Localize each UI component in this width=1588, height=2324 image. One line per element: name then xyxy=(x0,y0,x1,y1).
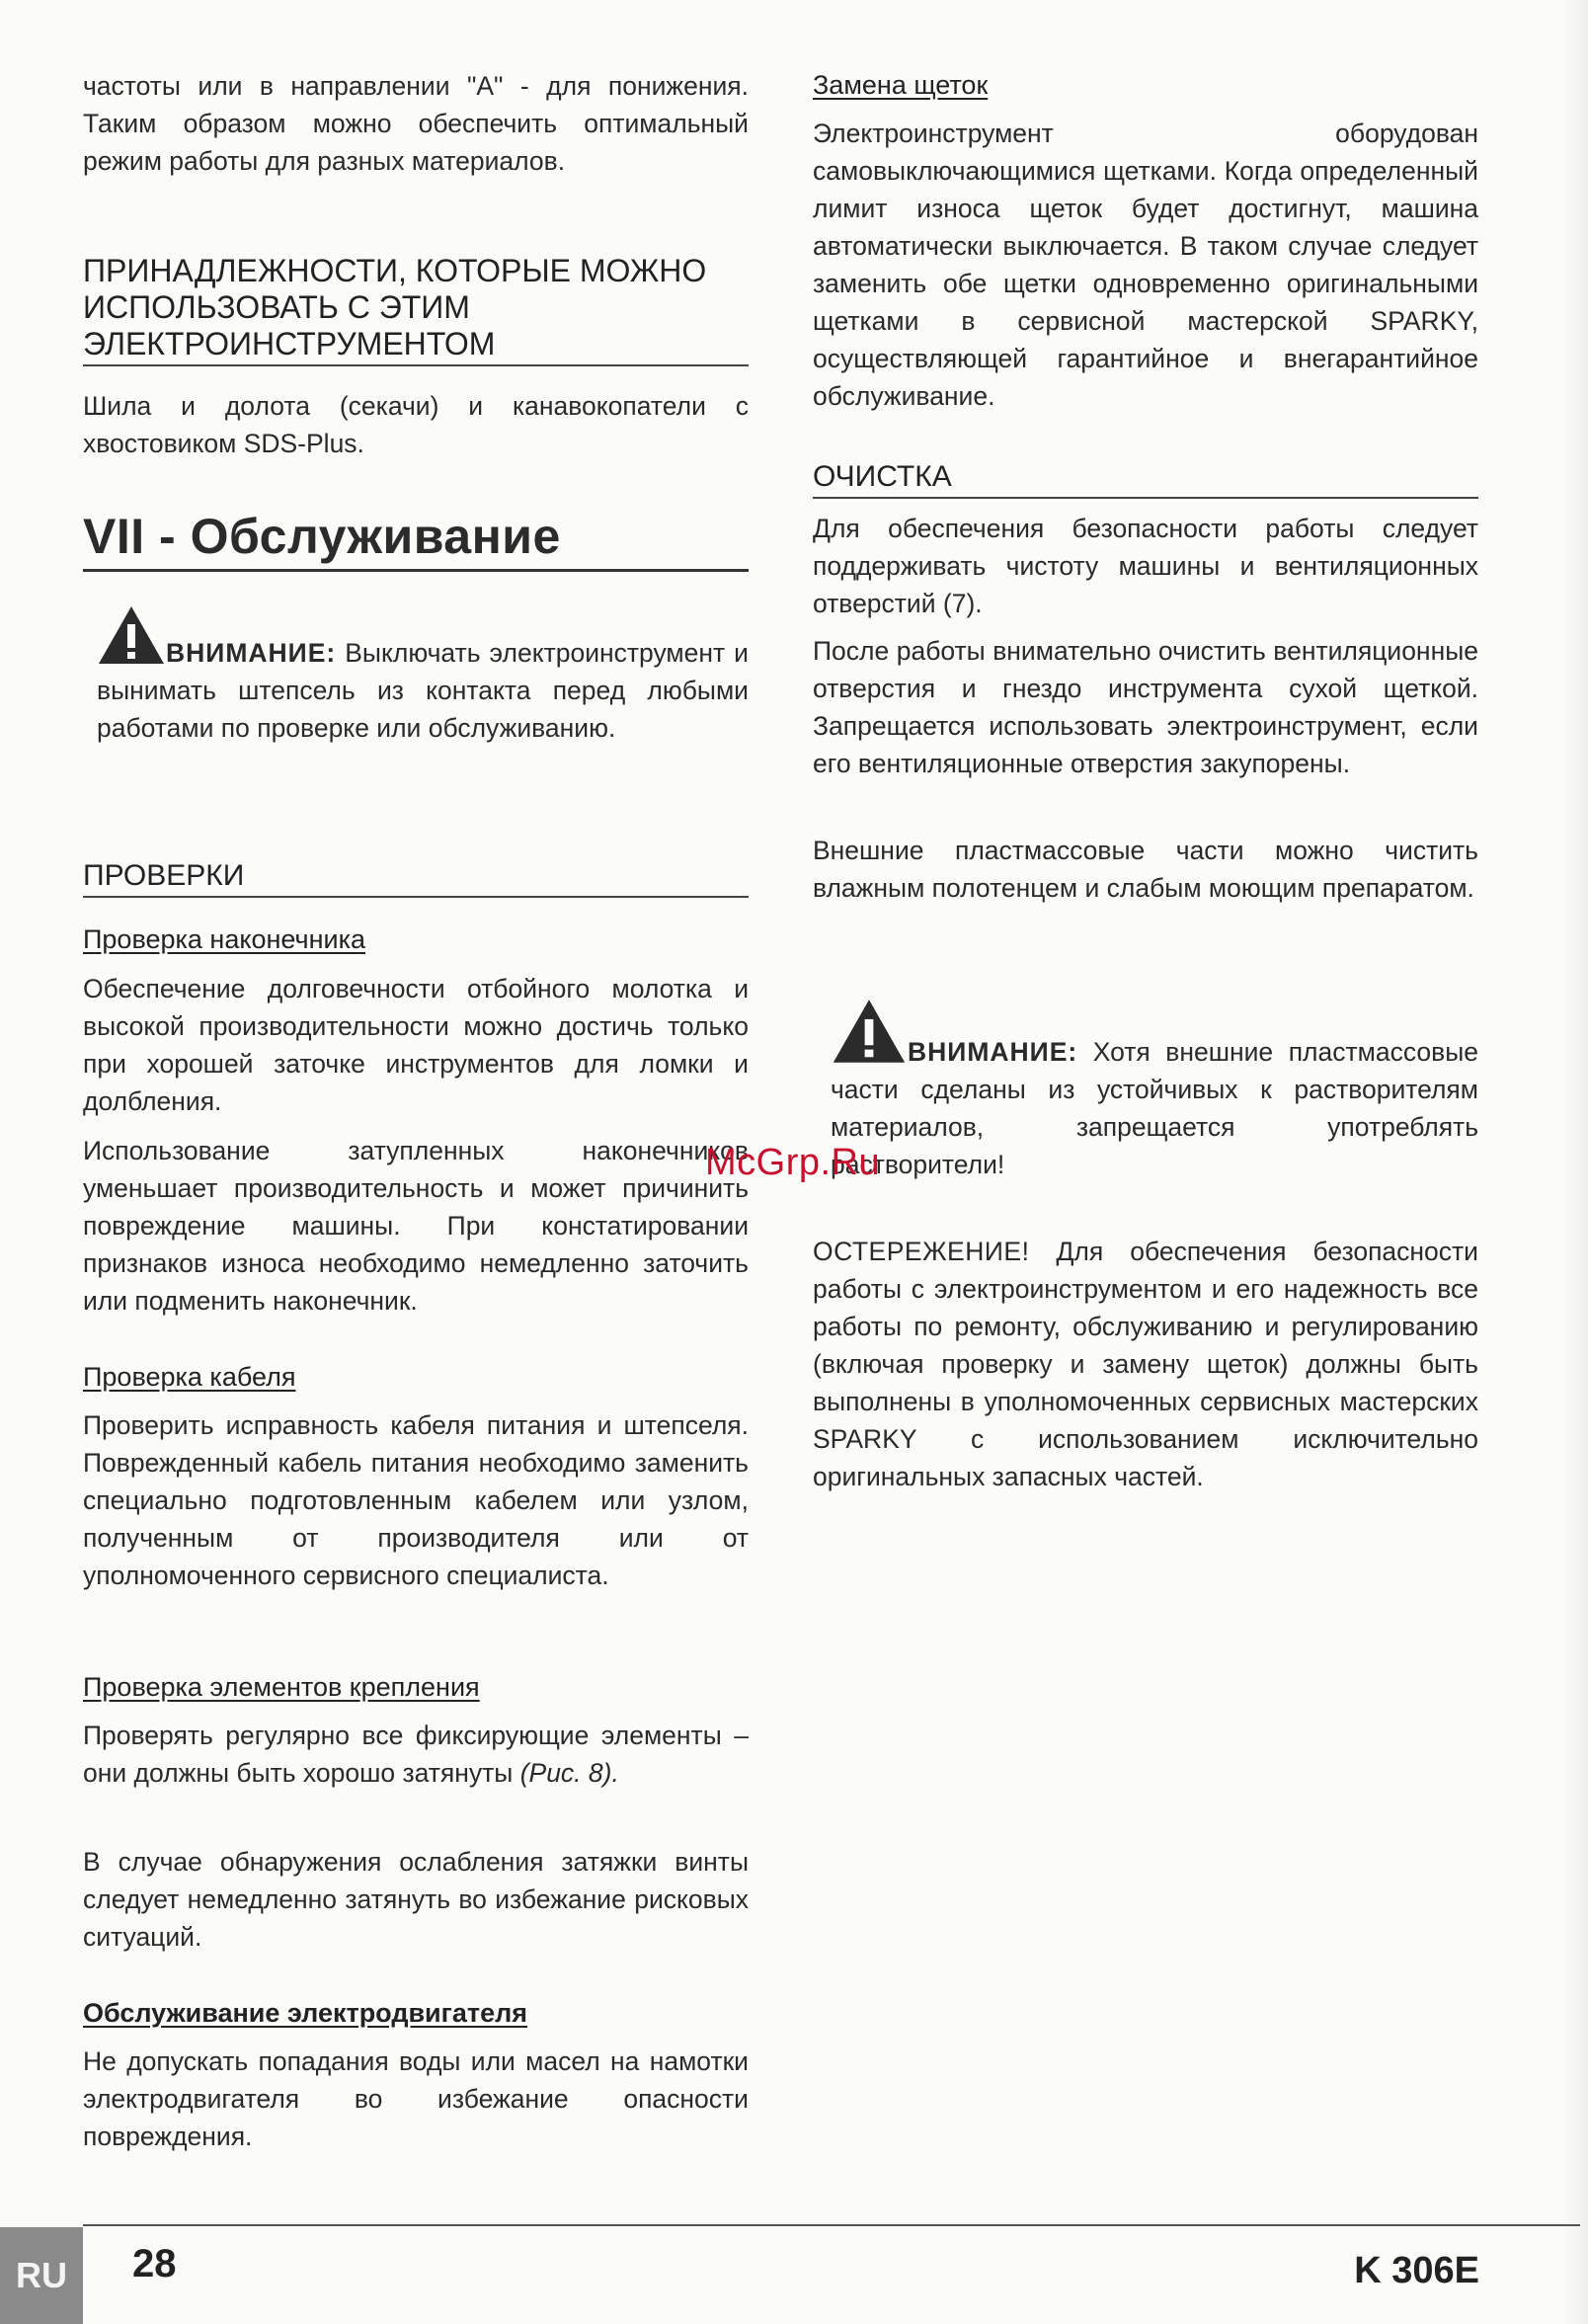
warning-text: Выключать электроинструмент и вынимать штепсель из контакта перед любыми работами по проверке или обслуживанию. xyxy=(97,638,749,743)
warning-icon xyxy=(831,998,908,1065)
cleaning-text-3: Внешние пластмассовые части можно чистить влажным полотенцем и слабым моющим препаратом. xyxy=(813,836,1478,903)
motor-heading: Обслуживание электродвигателя xyxy=(83,1998,528,2028)
accessories-heading: ПРИНАДЛЕЖНОСТИ, КОТОРЫЕ МОЖНО ИСПОЛЬЗОВАТЬ С ЭТИМ ЭЛЕКТРОИНСТРУМЕНТОМ xyxy=(83,253,749,366)
page-number: 28 xyxy=(132,2242,177,2285)
cable-check-heading: Проверка кабеля xyxy=(83,1362,296,1392)
fasteners-text: Проверять регулярно все фиксирующие элементы – они должны быть хорошо затянуты xyxy=(83,1721,749,1788)
intro-paragraph: частоты или в направлении "А" - для понижения. Таким образом можно обеспечить оптимальный режим работы для разных материалов. xyxy=(83,71,749,176)
maintenance-warning xyxy=(83,604,749,747)
cleaning-text-1: Для обеспечения безопасности работы следует поддерживать чистоту машины и вентиляционных отверстий (7). xyxy=(813,514,1478,618)
language-tab: RU xyxy=(0,2227,83,2324)
tip-check-text-1: Обеспечение долговечности отбойного молотка и высокой производительности можно достичь только при хорошей заточке инструментов для ломки и долбления. xyxy=(83,974,749,1116)
tip-check-text-2: Использование затупленных наконечников уменьшает производительность и может причинить повреждение машины. При констатировании признаков износа необходимо немедленно заточить или подменить наконечник. xyxy=(83,1136,749,1316)
motor-text: Не допускать попадания воды или масел на намотки электродвигателя во избежание опасности повреждения. xyxy=(83,2046,749,2151)
warning-icon xyxy=(97,604,166,666)
fasteners-check-heading: Проверка элементов крепления xyxy=(83,1672,480,1702)
page-edge-shadow xyxy=(1562,0,1588,2324)
figure-reference: (Рис. 8). xyxy=(519,1758,619,1788)
cable-check-text: Проверить исправность кабеля питания и штепселя. Поврежденный кабель питания необходимо заменить специально подготовленным кабелем или узлом, полученным от производителя или от уполномоченного сервисного специалиста. xyxy=(83,1410,749,1590)
caution-text: Для обеспечения безопасности работы с электроинструментом и его надежность все работы по ремонту, обслуживанию и регулированию (включая проверку и замену щеток) должны быть выполнены в уполномоченных сервисных мастерских SPARKY с использованием исключительно оригинальных запасных частей. xyxy=(813,1237,1478,1491)
fasteners-check-text-2: В случае обнаружения ослабления затяжки винты следует немедленно затянуть во избежание рисковых ситуаций. xyxy=(83,1847,749,1952)
accessories-text: Шила и долота (секачи) и канавокопатели с хвостовиком SDS-Plus. xyxy=(83,391,749,458)
checks-heading: ПРОВЕРКИ xyxy=(83,857,749,898)
warning-text: Хотя внешние пластмассовые части сделаны из устойчивых к растворителям материалов, запрещается употреблять растворители! xyxy=(831,1037,1478,1179)
caution-paragraph xyxy=(813,1233,1478,1495)
warning-label: ВНИМАНИЕ: xyxy=(908,1037,1078,1067)
fasteners-check-text-1 xyxy=(83,1717,749,1792)
brushes-heading: Замена щеток xyxy=(813,70,989,100)
cleaning-heading: ОЧИСТКА xyxy=(813,458,1478,499)
watermark: McGrp.Ru xyxy=(705,1142,881,1183)
cleaning-text-2: После работы внимательно очистить вентиляционные отверстия и гнездо инструмента сухой щеткой. Запрещается использовать электроинструмент, если его вентиляционные отверстия закупорены. xyxy=(813,636,1478,778)
caution-label: ОСТЕРЕЖЕНИЕ! xyxy=(813,1237,1030,1266)
brushes-text: Электроинструмент оборудован самовыключающимися щетками. Когда определенный лимит износа щеток будет достигнут, машина автоматически выключается. В таком случае следует заменить обе щетки одновременно оригинальными щетками в сервисной мастерской SPARKY, осуществляющей гарантийное и внегарантийное обслуживание. xyxy=(813,119,1478,411)
footer-divider xyxy=(83,2224,1580,2226)
tip-check-heading: Проверка наконечника xyxy=(83,924,366,954)
warning-label: ВНИМАНИЕ: xyxy=(166,638,337,668)
solvent-warning xyxy=(813,998,1478,1183)
chapter-title: VII - Обслуживание xyxy=(83,508,749,572)
model-name: K 306E xyxy=(1354,2250,1479,2291)
